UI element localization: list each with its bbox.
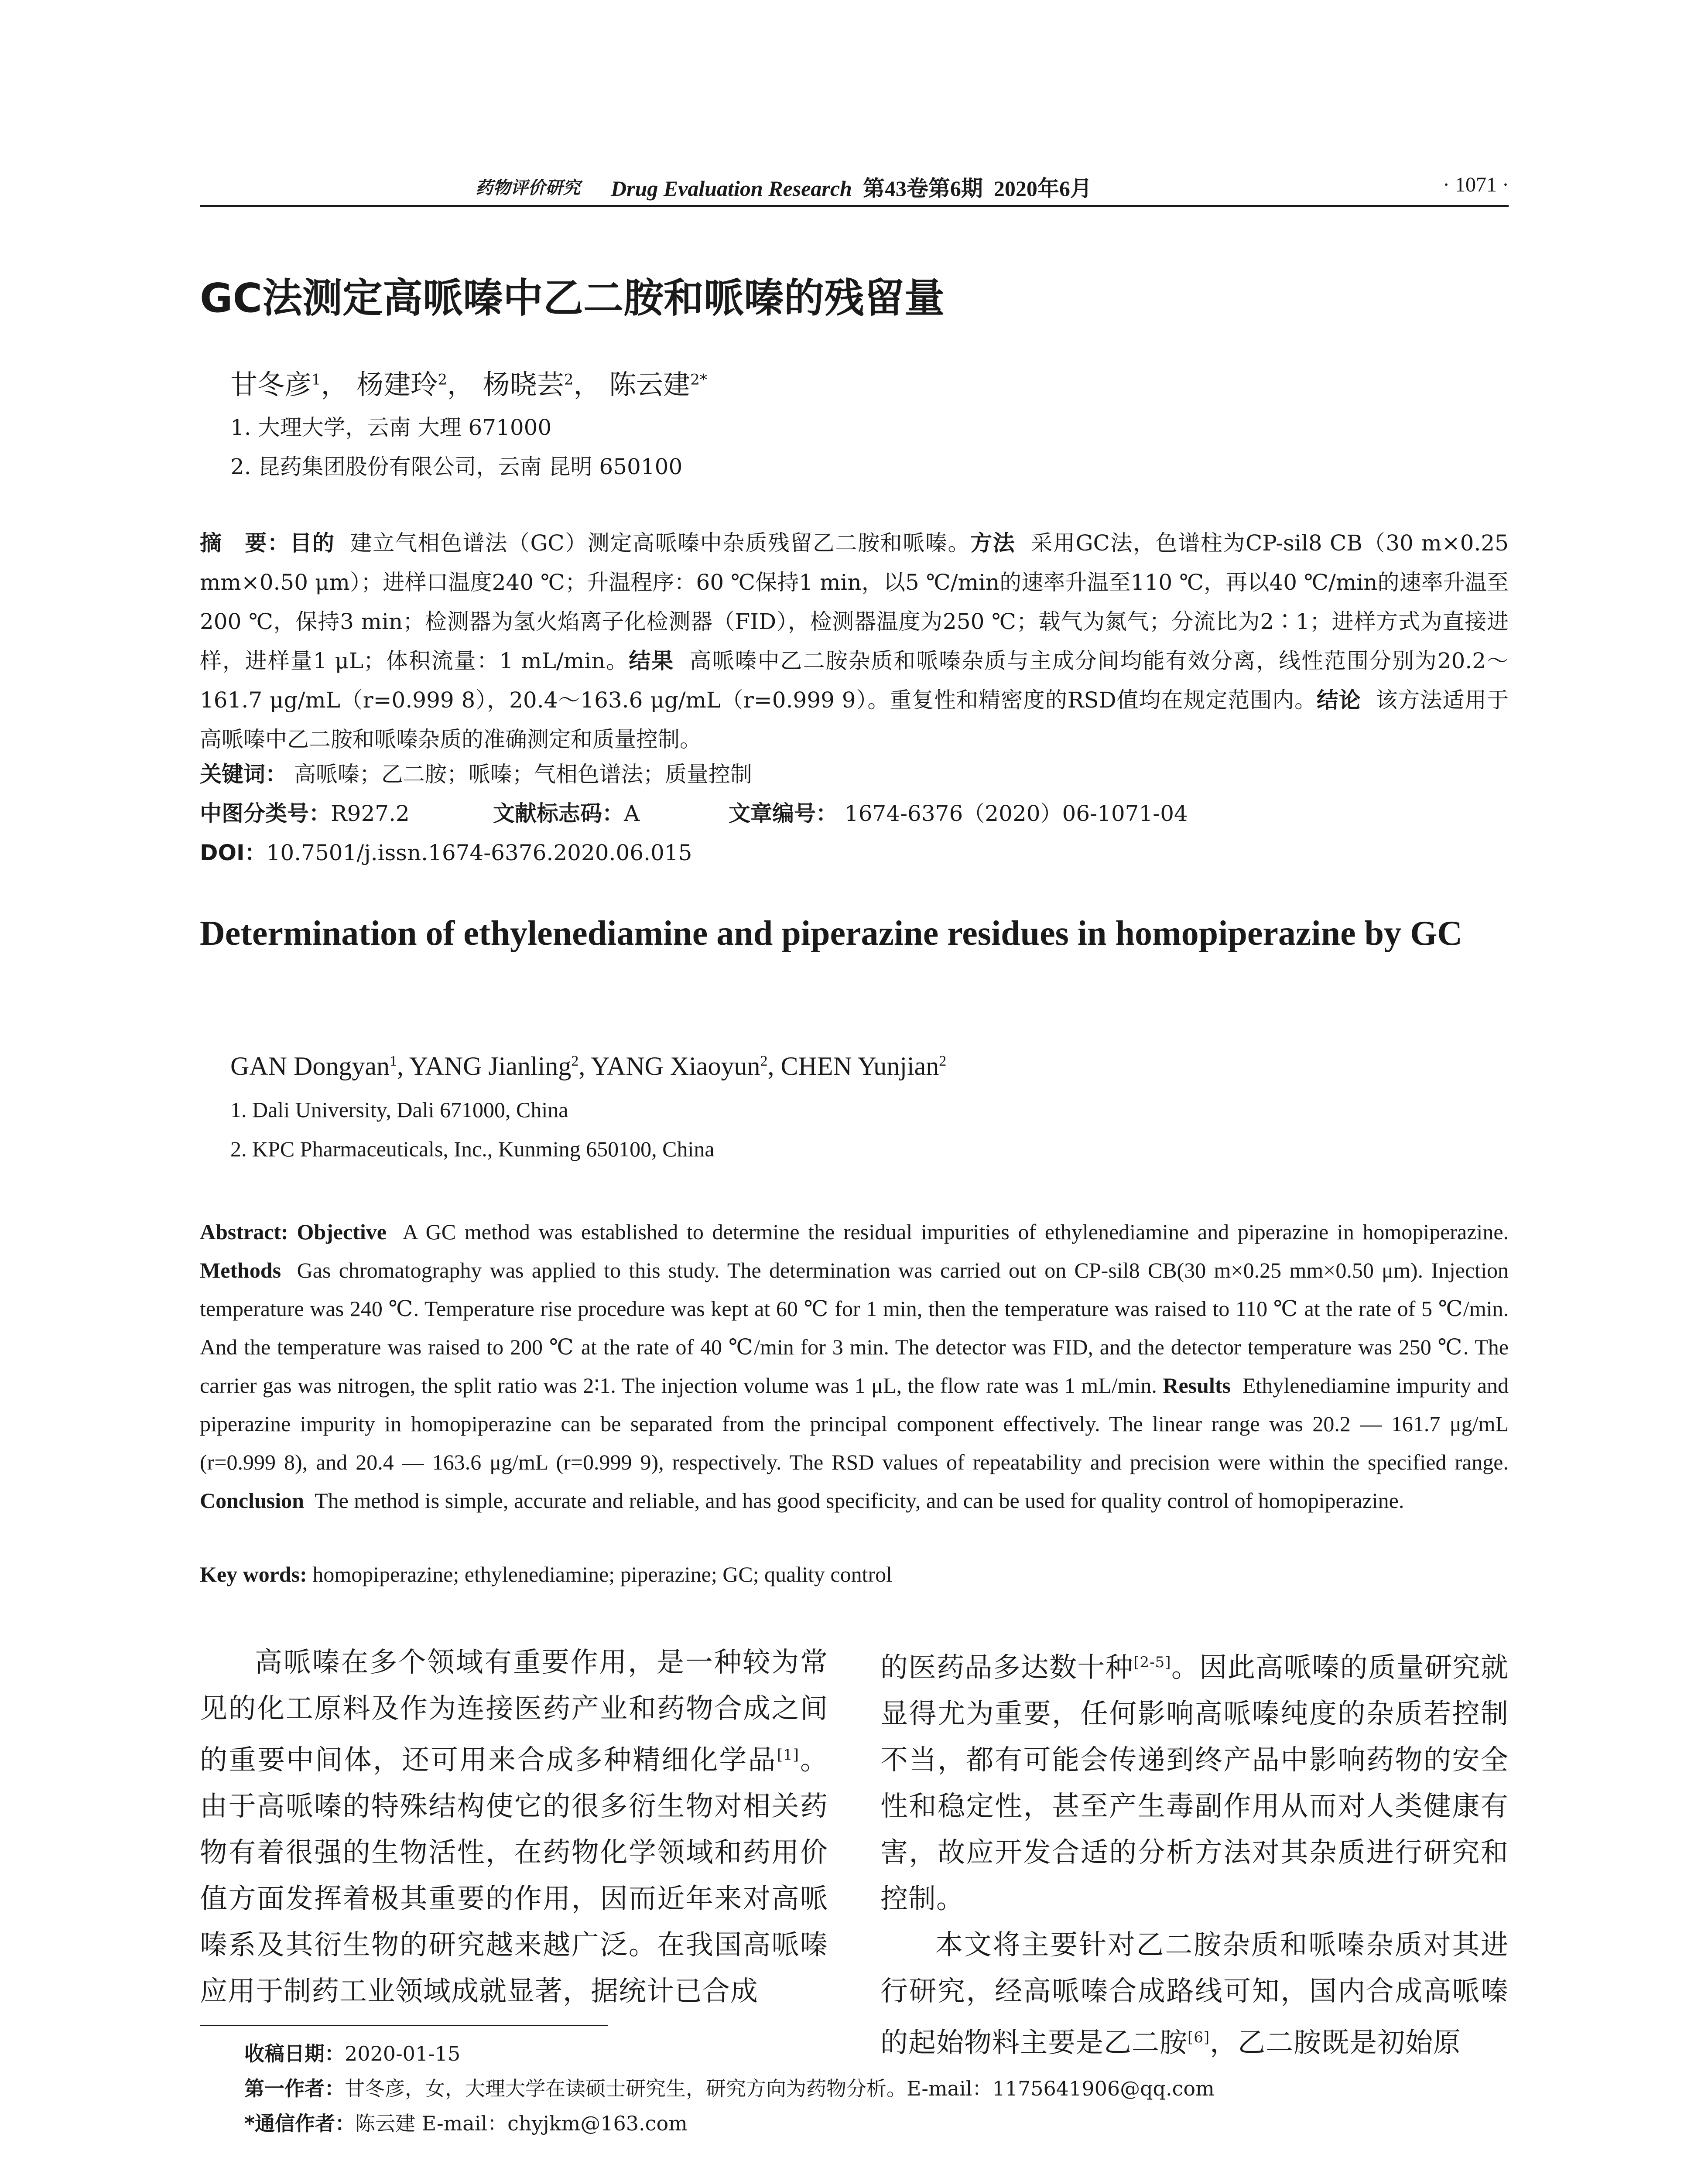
authors-en — [230, 1051, 946, 1081]
citation[interactable]: [1] — [777, 1746, 799, 1764]
article-no-value: 1674-6376（2020）06-1071-04 — [844, 801, 1188, 826]
author-mark: 1 — [311, 371, 321, 389]
objective-label: 目的 — [290, 530, 335, 556]
methods-en-label: Methods — [200, 1258, 281, 1282]
author-en: GAN Dongyan — [230, 1052, 390, 1080]
authors-cn — [230, 363, 707, 402]
citation[interactable]: [2-5] — [1133, 1654, 1171, 1671]
body-text: ，乙二胺既是初始原 — [1210, 2027, 1462, 2058]
author-mark: 2 — [939, 1053, 947, 1069]
citation[interactable]: [6] — [1188, 2029, 1210, 2046]
author-en: CHEN Yunjian — [780, 1052, 939, 1080]
abstract-cn — [200, 523, 1509, 759]
methods-label: 方法 — [970, 530, 1016, 556]
keywords-cn-label: 关键词： — [200, 762, 287, 787]
author-sep: ， — [573, 369, 601, 400]
author-sep: ， — [447, 369, 475, 400]
abstract-cn-label: 摘 要： — [200, 530, 290, 556]
conclusion-label: 结论 — [1316, 687, 1361, 713]
clc-label: 中图分类号： — [200, 801, 331, 826]
doi-value: 10.7501/j.issn.1674-6376.2020.06.015 — [266, 840, 692, 865]
doi-row — [200, 835, 692, 867]
body-column-right — [880, 1639, 1509, 2066]
author-en: YANG Xiaoyun — [591, 1052, 760, 1080]
body-text: 。由于高哌嗪的特殊结构使它的很多衍生物对相关药物有着很强的生物活性，在药物化学领域和药用价值方面发挥着极其重要的作用，因而近年来对高哌嗪系及其衍生物的研究越来越广泛。在我国高哌嗪应用于制药工业领域成就显著，据统计已合成 — [200, 1744, 828, 2007]
body-paragraph — [880, 1922, 1509, 2066]
author-sep: , — [578, 1052, 591, 1080]
keywords-en-label: Key words: — [200, 1562, 307, 1586]
body-paragraph — [880, 1639, 1509, 1922]
journal-issue: 第43卷第6期 — [863, 176, 983, 201]
objective-en-label: Objective — [297, 1220, 387, 1244]
results-text: 高哌嗪中乙二胺杂质和哌嗪杂质与主成分间均能有效分离，线性范围分别为20.2～161.7 μg/mL（r=0.999 8），20.4～163.6 μg/mL（r=0.999 9）。重复性和精密度的RSD值均在规定范围内。 — [200, 648, 1509, 713]
classification-row — [200, 796, 410, 827]
author-cn: 陈云建 — [609, 369, 691, 400]
keywords-cn — [200, 757, 752, 788]
author-sep: , — [767, 1052, 781, 1080]
author-en: YANG Jianling — [409, 1052, 572, 1080]
body-text: 。因此高哌嗪的质量研究就显得尤为重要，任何影响高哌嗪纯度的杂质若控制不当，都有可能会传递到终产品中影响药物的安全性和稳定性，甚至产生毒副作用从而对人类健康有害，故应开发合适的分析方法对其杂质进行研究和控制。 — [880, 1651, 1509, 1914]
author-mark: 2 — [564, 371, 574, 389]
clc-value: R927.2 — [331, 801, 410, 826]
affiliation-en-1: 1. Dali University, Dali 671000, China — [230, 1097, 568, 1122]
author-mark: 2 — [760, 1053, 768, 1069]
methods-text: 采用GC法，色谱柱为CP-sil8 CB（30 m×0.25 mm×0.50 μm）；进样口温度240 ℃；升温程序：60 ℃保持1 min，以5 ℃/min的速率升温至110 ℃，再以40 ℃/min的速率升温至200 ℃，保持3 min；检测器为氢火焰离子化检测器（FID），检测器温度为250 ℃；载气为氮气；分流比为2∶1；进样方式为直接进样，进样量1 μL；体积流量：1 mL/min。 — [200, 530, 1509, 673]
footnote-first-author — [244, 2073, 1215, 2102]
author-cn: 杨晓芸 — [483, 369, 564, 400]
keywords-en — [200, 1562, 892, 1587]
footnote-corresponding — [244, 2108, 688, 2137]
doc-code-value: A — [624, 801, 640, 826]
journal-logo-text: 药物评价研究 — [476, 178, 580, 198]
objective-en-text: A GC method was established to determine the residual impurities of ethylenediamine and piperazine in homopiperazine. — [402, 1220, 1509, 1244]
footnote-rule — [200, 2025, 608, 2026]
footnote-value: 2020-01-15 — [345, 2042, 461, 2065]
footnote-value: 陈云建 E-mail：chyjkm@163.com — [355, 2112, 688, 2135]
journal-logo — [476, 174, 587, 199]
keywords-en-value: homopiperazine; ethylenediamine; piperazine; GC; quality control — [312, 1562, 893, 1586]
author-sep: , — [397, 1052, 409, 1080]
title-en: Determination of ethylenediamine and piperazine residues in homopiperazine by GC — [200, 914, 1463, 953]
conclusion-en-text: The method is simple, accurate and reliable, and has good specificity, and can be used for quality control of homopiperazine. — [315, 1488, 1404, 1513]
body-text: 本文将主要针对乙二胺杂质和哌嗪杂质对其进行研究，经高哌嗪合成路线可知，国内合成高哌嗪的起始物料主要是乙二胺 — [880, 1929, 1509, 2058]
footnote-label: 第一作者： — [244, 2077, 345, 2100]
journal-name-en: Drug Evaluation Research — [611, 176, 852, 201]
footnote-label: *通信作者： — [244, 2112, 356, 2135]
author-cn: 甘冬彦 — [230, 369, 312, 400]
conclusion-text: 该方法适用于高哌嗪中乙二胺和哌嗪杂质的准确测定和质量控制。 — [200, 687, 1509, 752]
footnote-value: 甘冬彦，女，大理大学在读硕士研究生，研究方向为药物分析。E-mail：1175641906@qq.com — [345, 2077, 1215, 2100]
journal-header — [611, 171, 1092, 202]
results-label: 结果 — [629, 648, 674, 673]
abstract-en-label: Abstract: — [200, 1220, 288, 1244]
doc-code-row — [493, 796, 640, 827]
affiliation-cn-2: 2. 昆药集团股份有限公司，云南 昆明 650100 — [230, 454, 683, 479]
methods-en-text: Gas chromatography was applied to this study. The determination was carried out on CP-sil8 CB(30 m×0.25 mm×0.50 μm). Injection temperature was 240 ℃. Temperature rise procedure was kept at 60 ℃ for 1 min, then the temperature was raised to 110 ℃ at the rate of 5 ℃/min. And the temperature was raised to 200 ℃ at the rate of 40 ℃/min for 3 min. The detector was FID, and the detector temperature was 250 ℃. The carrier gas was nitrogen, the split ratio was 2∶1. The injection volume was 1 μL, the flow rate was 1 mL/min. — [200, 1258, 1509, 1398]
affiliation-cn-1: 1. 大理大学，云南 大理 671000 — [230, 415, 552, 440]
author-mark: 2 — [438, 371, 448, 389]
keywords-cn-value: 高哌嗪；乙二胺；哌嗪；气相色谱法；质量控制 — [294, 762, 752, 787]
journal-date: 2020年6月 — [993, 176, 1092, 201]
article-no-row — [729, 796, 1188, 827]
page-number: · 1071 · — [1443, 173, 1509, 196]
footnote-label: 收稿日期： — [244, 2042, 345, 2065]
body-column-left — [200, 1639, 828, 2014]
title-cn: GC法测定高哌嗪中乙二胺和哌嗪的残留量 — [200, 275, 945, 321]
conclusion-en-label: Conclusion — [200, 1488, 304, 1513]
author-cn: 杨建玲 — [356, 369, 438, 400]
author-mark: 2* — [690, 371, 707, 389]
author-mark: 2 — [571, 1053, 579, 1069]
article-no-label: 文章编号： — [729, 801, 838, 826]
results-en-text: Ethylenediamine impurity and piperazine impurity in homopiperazine can be separated from the principal component effectively. The linear range was 20.2 — 161.7 μg/mL (r=0.999 8), and 20.4 — 163.6 μg/mL (r=0.999 9), respectively. The RSD values of repeatability and precision were within the specified range. — [200, 1373, 1509, 1474]
abstract-en — [200, 1213, 1509, 1520]
objective-text: 建立气相色谱法（GC）测定高哌嗪中杂质残留乙二胺和哌嗪。 — [350, 530, 971, 556]
results-en-label: Results — [1163, 1373, 1231, 1398]
doi-label: DOI： — [200, 840, 267, 865]
body-text: 的医药品多达数十种 — [880, 1651, 1134, 1683]
author-mark: 1 — [389, 1053, 397, 1069]
affiliation-en-2: 2. KPC Pharmaceuticals, Inc., Kunming 650100, China — [230, 1137, 715, 1161]
header-rule — [200, 205, 1509, 207]
footnote-received — [244, 2038, 460, 2067]
doc-code-label: 文献标志码： — [493, 801, 624, 826]
body-paragraph — [200, 1639, 828, 2014]
author-sep: ， — [321, 369, 348, 400]
body-text: 高哌嗪在多个领域有重要作用，是一种较为常见的化工原料及作为连接医药产业和药物合成之间的重要中间体，还可用来合成多种精细化学品 — [200, 1646, 828, 1776]
